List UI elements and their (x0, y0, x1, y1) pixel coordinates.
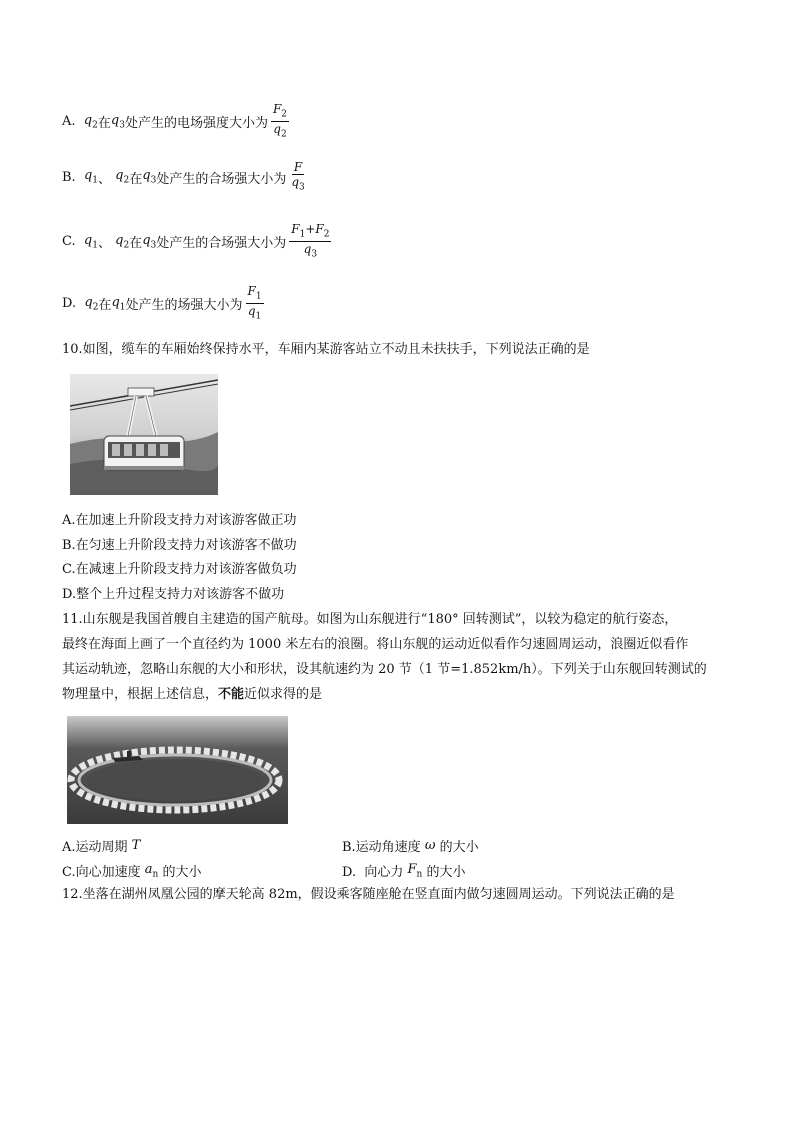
text: B.运动角速度 (342, 840, 425, 855)
text: 处产生的场强大小为 (125, 298, 243, 314)
text: 在 (98, 298, 112, 314)
var-q: $q_3$ (142, 233, 157, 251)
text: C.向心加速度 (62, 865, 145, 880)
text: 、 (98, 171, 112, 187)
fraction: $\frac{F}{q_3}$ (291, 160, 305, 193)
q10-stem: 10.如图，缆车的车厢始终保持水平，车厢内某游客站立不动且未扶扶手，下列说法正确的是 (62, 342, 590, 357)
option-letter: B. (62, 169, 76, 185)
q11-stem-line-1: 11.山东舰是我国首艘自主建造的国产航母。如图为山东舰进行“180° 回转测试”，以较为稳定的航行姿态， (62, 612, 678, 627)
q9-option-a (62, 102, 289, 142)
text: 的大小 (158, 865, 202, 880)
q10-option-a: A.在加速上升阶段支持力对该游客做正功 (62, 513, 297, 528)
q11-stem-line-4 (62, 686, 322, 704)
q9-option-d (62, 284, 264, 324)
text: 处产生的电场强度大小为 (124, 116, 268, 132)
q9-option-b (62, 160, 307, 194)
q11-option-c (62, 861, 201, 880)
option-letter: A. (62, 114, 76, 130)
var-an: $a_n$ (144, 861, 159, 880)
text: 在 (97, 116, 111, 132)
text: D. 向心力 (342, 865, 408, 880)
emphasis-text: 不能 (218, 687, 245, 702)
text: 、 (97, 236, 111, 252)
q11-stem-line-2: 最终在海面上画了一个直径约为 1000 米左右的浪圈。将山东舰的运动近似看作匀速圆周运动，浪圈近似看作 (62, 637, 689, 652)
text: 处产生的合场强大小为 (156, 171, 287, 187)
var-t: T (131, 838, 141, 853)
q9-option-c (62, 222, 331, 262)
option-letter: C. (62, 234, 76, 250)
var-q: $q_2$ (115, 233, 130, 251)
cable-car-illustration (70, 374, 218, 495)
text: 在 (129, 171, 143, 187)
fraction: $\frac{F_2}{q_2}$ (272, 102, 288, 140)
cable-car-photo (70, 374, 218, 495)
text: A.运动周期 (62, 840, 132, 855)
var-q: $q_1$ (111, 295, 126, 313)
var-q: $q_1$ (83, 168, 99, 186)
q10-option-d: D.整个上升过程支持力对该游客不做功 (62, 587, 285, 602)
aircraft-carrier-photo (67, 716, 288, 824)
var-q: $q_1$ (83, 233, 98, 251)
q11-stem-line-3: 其运动轨迹，忽略山东舰的大小和形状，设其航速约为 20 节（1 节=1.852km/h）。下列关于山东舰回转测试的 (62, 662, 707, 677)
q11-option-d (342, 861, 465, 880)
option-letter: D. (62, 296, 77, 312)
q10-option-b: B.在匀速上升阶段支持力对该游客不做功 (62, 538, 297, 553)
var-omega: ω (424, 838, 436, 853)
var-q: $q_3$ (142, 168, 157, 186)
var-q: $q_2$ (115, 168, 130, 186)
text: 的大小 (435, 840, 479, 855)
q12-stem: 12.坐落在湖州凤凰公园的摩天轮高 82m，假设乘客随座舱在竖直面内做匀速圆周运动。下列说法正确的是 (62, 887, 675, 902)
fraction: $\frac{F_1}{q_1}$ (247, 284, 262, 322)
text: 在 (129, 236, 143, 252)
q11-option-a (62, 836, 140, 855)
text: 处产生的合场强大小为 (156, 236, 287, 252)
fraction: $\frac{F_1+F_2}{q_3}$ (291, 222, 330, 260)
text: 的大小 (422, 865, 466, 880)
var-fn: $F_n$ (407, 861, 423, 880)
q11-option-b (342, 836, 479, 855)
wake-circle-illustration (67, 716, 288, 824)
var-q: $q_2$ (83, 113, 98, 131)
var-q: $q_2$ (84, 295, 99, 313)
text: 近似求得的是 (244, 687, 323, 702)
text: 物理量中，根据上述信息， (62, 687, 219, 702)
var-q: $q_3$ (110, 113, 125, 131)
q10-option-c: C.在减速上升阶段支持力对该游客做负功 (62, 562, 297, 577)
